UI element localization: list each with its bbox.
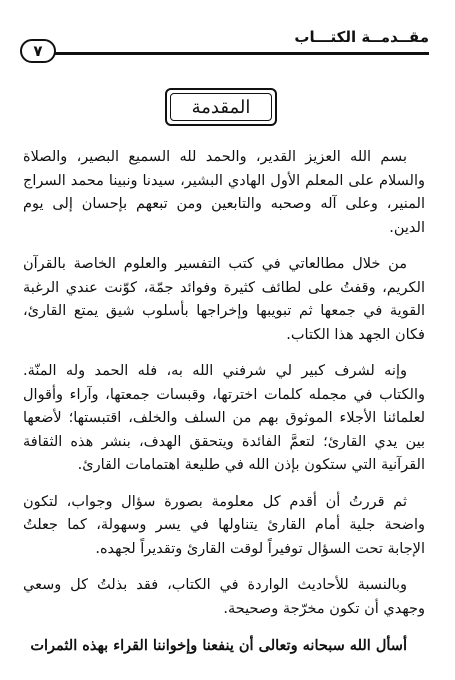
paragraph: من خلال مطالعاتي في كتب التفسير والعلوم الخاصة بالقرآن الكريم، وقفتُ على لطائف كثيرة وفوائد جمّة، كوّنت عندي الرغبة القوية في جمعها ثم تبويبها وإخراجها بأسلوب شيق يمتع القارئ، فكان الجهد هذا الكتاب. xyxy=(23,256,425,343)
paragraph: ثم قررتُ أن أقدم كل معلومة بصورة سؤال وجواب، لتكون واضحة جلية أمام القارئ يتناولها في يسر وسهولة، كما جعلتُ الإجابة تحت السؤال توفيراً لوقت القارئ وتقديراً لجهده. xyxy=(23,493,425,557)
section-heading-frame xyxy=(165,88,277,126)
paragraph: وإنه لشرف كبير لي شرفني الله به، فله الحمد وله المنّة. والكتاب في مجمله كلمات اخترتها، وقبسات جمعتها، وآراء وأقوال لعلمائنا الأجلاء الموثوق بهم من السلف والخلف، اقتبستها؛ لأضعها بين يدي القارئ؛ لتعمَّ الفائدة ويتحقق الهدف، بنشر هذه الثقافة القرآنية التي ستكون بإذن الله في طليعة اهتمامات القارئ. xyxy=(23,363,425,473)
section-heading: المقدمة xyxy=(191,97,251,118)
running-title: مقــدمــة الكتـــاب xyxy=(294,28,429,46)
paragraph: بسم الله العزيز القدير، والحمد لله السميع البصير، والصلاة والسلام على المعلم الأول الهادي البشير، سيدنا ونبينا محمد السراج المنير، وعلى آله وصحبه والتابعين ومن تبعهم بإحسان إلى يوم الدين. xyxy=(23,149,425,236)
header-rule xyxy=(50,52,429,55)
body-text xyxy=(23,146,425,658)
page-number: ٧ xyxy=(20,39,56,63)
page-header xyxy=(20,28,429,62)
paragraph: أسأل الله سبحانه وتعالى أن ينفعنا وإخواننا القراء بهذه الثمرات xyxy=(30,637,407,654)
paragraph: وبالنسبة للأحاديث الواردة في الكتاب، فقد بذلتُ كل وسعي وجهدي أن تكون مخرّجة وصحيحة. xyxy=(23,577,425,617)
